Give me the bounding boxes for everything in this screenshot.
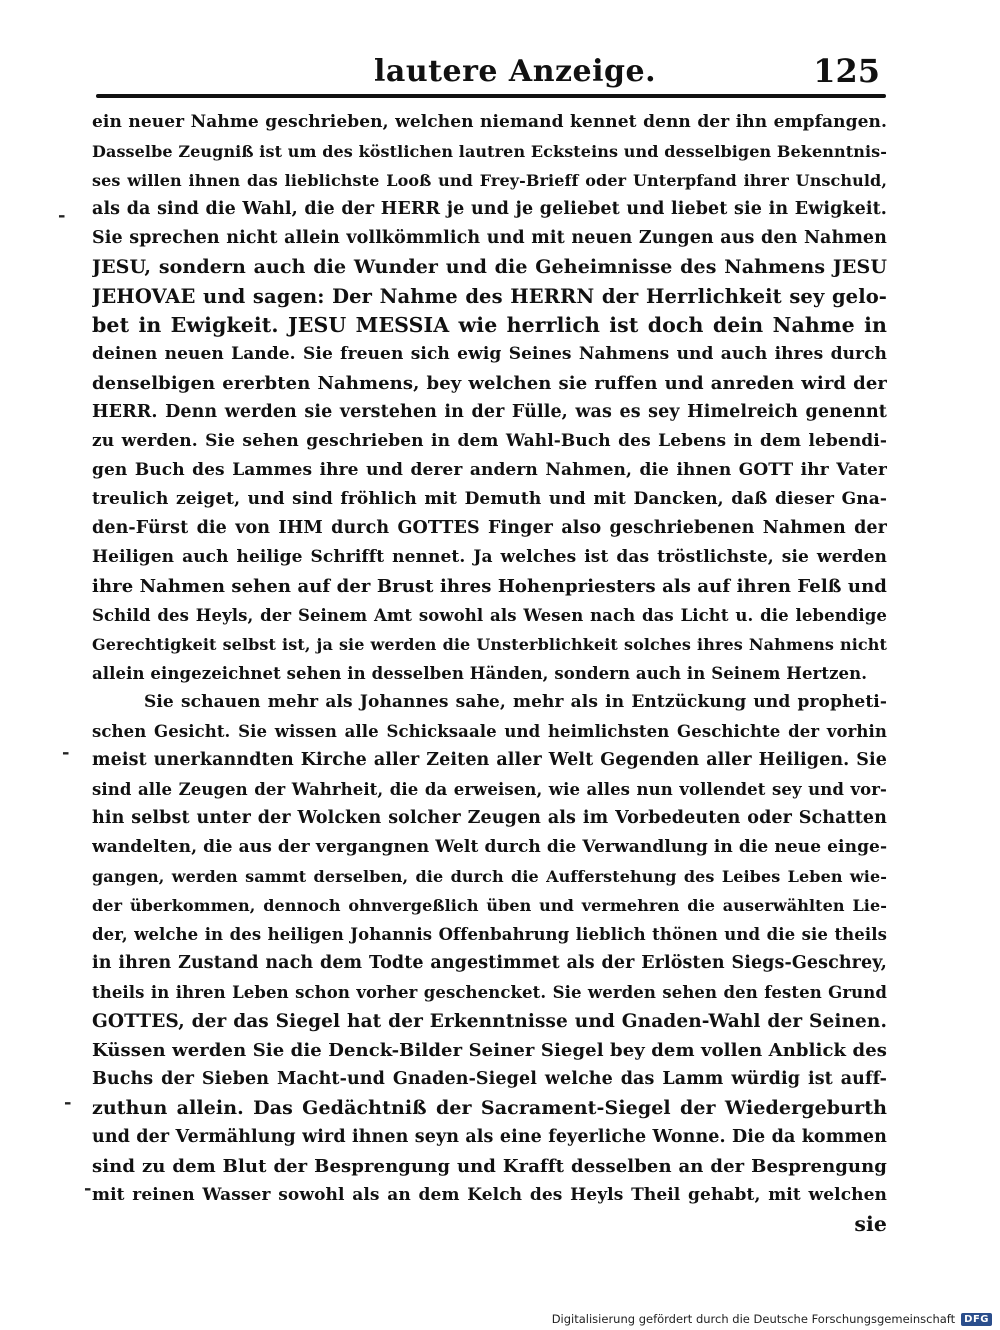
text-line: allein eingezeichnet sehen in desselben Händen, sondern auch in Seinem Hertzen. [92, 664, 868, 683]
text-line: theils in ihren Leben schon vorher geschencket. Sie werden sehen den festen Grund [92, 983, 887, 1002]
footer [552, 1312, 992, 1326]
margin-dash: - [58, 205, 66, 226]
text-line: wandelten, die aus der vergangnen Welt durch die Verwandlung in die neue einge- [92, 837, 887, 857]
text-line: ses willen ihnen das lieblichste Looß und Frey-Brieff oder Unterpfand ihrer Unschuld, [92, 171, 887, 190]
text-line: sind zu dem Blut der Besprengung und Krafft desselben an der Besprengung [92, 1156, 887, 1177]
text-line: deinen neuen Lande. Sie freuen sich ewig Seines Nahmens und auch ihres durch [92, 344, 887, 364]
body-text [92, 108, 887, 1239]
text-line: gen Buch des Lammes ihre und derer andern Nahmen, die ihnen GOTT ihr Vater [92, 460, 887, 480]
margin-dash: - [64, 1092, 72, 1113]
text-line: mit reinen Wasser sowohl als an dem Kelch des Heyls Theil gehabt, mit welchen [92, 1185, 887, 1205]
text-line: hin selbst unter der Wolcken solcher Zeugen als im Vorbedeuten oder Schatten [92, 808, 887, 828]
text-line: gangen, werden sammt derselben, die durch die Aufferstehung des Leibes Leben wie- [92, 867, 887, 886]
text-line: ihre Nahmen sehen auf der Brust ihres Hohenpriesters als auf ihren Felß und [92, 576, 887, 597]
text-line: JEHOVAE und sagen: Der Nahme des HERRN der Herrlichkeit sey gelo- [92, 285, 887, 308]
text-line: Schild des Heyls, der Seinem Amt sowohl als Wesen nach das Licht u. die lebendige [92, 606, 887, 625]
running-head: lautere Anzeige. [374, 54, 657, 89]
text-line: sind alle Zeugen der Wahrheit, die da erweisen, wie alles nun vollendet sey und vor- [92, 780, 887, 799]
catchword: sie [854, 1212, 887, 1236]
text-line: und der Vermählung wird ihnen seyn als eine feyerliche Wonne. Die da kommen [92, 1127, 887, 1147]
page-number: 125 [813, 52, 880, 90]
margin-dash: - [84, 1178, 92, 1199]
margin-dash: - [62, 742, 70, 763]
text-line: zuthun allein. Das Gedächtniß der Sacrament-Siegel der Wiedergeburth [92, 1097, 887, 1119]
text-line: Dasselbe Zeugniß ist um des köstlichen lautren Ecksteins und desselbigen Bekenntnis- [92, 142, 887, 161]
text-line: den-Fürst die von IHM durch GOTTES Finger also geschriebenen Nahmen der [92, 518, 887, 538]
text-line: der, welche in des heiligen Johannis Offenbahrung lieblich thönen und die sie theils [92, 925, 887, 944]
digitization-credit: Digitalisierung gefördert durch die Deutsche Forschungsgemeinschaft [551, 1312, 956, 1326]
dfg-logo-icon: DFG [961, 1313, 992, 1326]
text-line: Gerechtigkeit selbst ist, ja sie werden die Unsterblichkeit solches ihres Nahmens nicht [92, 635, 887, 654]
text-line: zu werden. Sie sehen geschrieben in dem Wahl-Buch des Lebens in dem lebendi- [92, 431, 887, 451]
text-line: Küssen werden Sie die Denck-Bilder Seiner Siegel bey dem vollen Anblick des [92, 1040, 887, 1061]
text-line: ein neuer Nahme geschrieben, welchen niemand kennet denn der ihn empfangen. [92, 112, 887, 132]
text-line: denselbigen ererbten Nahmens, bey welchen sie ruffen und anreden wird der [92, 373, 887, 394]
text-line: als da sind die Wahl, die der HERR je und je geliebet und liebet sie in Ewigkeit. [92, 199, 887, 219]
text-line: meist unerkanndten Kirche aller Zeiten aller Welt Gegenden aller Heiligen. Sie [92, 750, 887, 770]
header-rule [96, 94, 886, 98]
text-line: Buchs der Sieben Macht-und Gnaden-Siegel welche das Lamm würdig ist auff- [92, 1069, 887, 1089]
text-line: treulich zeiget, und sind fröhlich mit Demuth und mit Dancken, daß dieser Gna- [92, 489, 887, 509]
text-line: der überkommen, dennoch ohnvergeßlich üben und vermehren die auserwählten Lie- [92, 896, 887, 915]
text-line: GOTTES, der das Siegel hat der Erkenntnisse und Gnaden-Wahl der Seinen. [92, 1011, 887, 1032]
text-line: Heiligen auch heilige Schrifft nennet. Ja welches ist das tröstlichste, sie werden [92, 547, 887, 567]
text-line: HERR. Denn werden sie verstehen in der Fülle, was es sey Himelreich genennt [92, 402, 887, 422]
text-line: schen Gesicht. Sie wissen alle Schicksaale und heimlichsten Geschichte der vorhin [92, 722, 887, 741]
text-line: Sie sprechen nicht allein vollkömmlich und mit neuen Zungen aus den Nahmen [92, 228, 887, 248]
text-line: JESU, sondern auch die Wunder und die Geheimnisse des Nahmens JESU [92, 256, 887, 278]
page-header [96, 52, 886, 96]
text-line: in ihren Zustand nach dem Todte angestimmet als der Erlösten Siegs-Geschrey, [92, 953, 887, 973]
text-line: Sie schauen mehr als Johannes sahe, mehr als in Entzückung und propheti- [144, 692, 887, 712]
text-line: bet in Ewigkeit. JESU MESSIA wie herrlich ist doch dein Nahme in [92, 313, 887, 337]
